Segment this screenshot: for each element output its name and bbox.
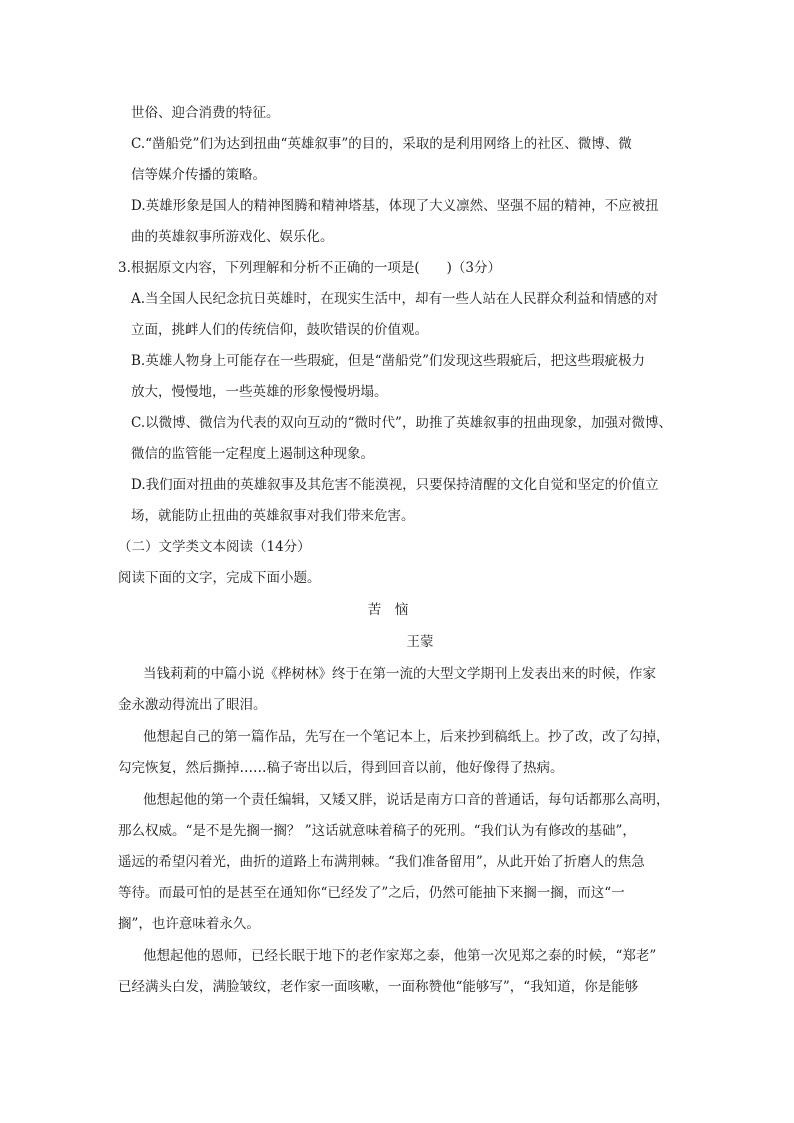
story-paragraph-line: 已经满头白发，满脸皱纹，老作家一面咳嗽，一面称赞他“能够写”，“我知道，你是能够	[118, 979, 639, 995]
q3-question-stem: 3.根据原文内容，下列理解和分析不正确的一项是( )（3分）	[118, 260, 502, 276]
q2-text-line: 世俗、迎合消费的特征。	[131, 105, 280, 121]
q3-option-b-line1: B.英雄人物身上可能存在一些瑕疵，但是“凿船党”们发现这些瑕疵后，把这些瑕疵极力	[131, 353, 646, 369]
story-paragraph-line: 他想起自己的第一篇作品，先写在一个笔记本上，后来抄到稿纸上。抄了改，改了勾掉，	[143, 729, 670, 745]
section-heading: （二）文学类文本阅读（14分）	[118, 539, 311, 555]
q3-option-a-line1: A.当全国人民纪念抗日英雄时，在现实生活中，却有一些人站在人民群众利益和情感的对	[131, 291, 659, 307]
story-paragraph-line: 金永激动得流出了眼泪。	[118, 697, 267, 713]
q2-option-c-line1: C.“凿船党”们为达到扭曲“英雄叙事”的目的，采取的是利用网络上的社区、微博、微	[131, 136, 632, 152]
q3-option-c-line2: 微信的监管能一定程度上遏制这种现象。	[131, 446, 374, 462]
story-paragraph-line: 遥远的希望闪着光，曲折的道路上布满荆棘。“我们准备留用”，从此开始了折磨人的焦急	[118, 854, 645, 870]
reading-instruction: 阅读下面的文字，完成下面小题。	[118, 570, 321, 586]
story-paragraph-line: 当钱莉莉的中篇小说《桦树林》终于在第一流的大型文学期刊上发表出来的时候，作家	[143, 666, 656, 682]
story-paragraph-line: 那么权威。“是不是先搁一搁？ ”这话就意味着稿子的死刑。“我们认为有修改的基础”，	[118, 823, 636, 839]
q2-option-d-line2: 曲的英雄叙事所游戏化、娱乐化。	[131, 229, 334, 245]
story-paragraph-line: 他想起他的恩师，已经长眠于地下的老作家郑之泰，他第一次见郑之泰的时候，“郑老”	[143, 948, 657, 964]
q3-option-d-line1: D.我们面对扭曲的英雄叙事及其危害不能漠视，只要保持清醒的文化自觉和坚定的价值立	[131, 477, 659, 493]
story-paragraph-line: 他想起他的第一个责任编辑，又矮又胖，说话是南方口音的普通话，每句话都那么高明，	[143, 792, 670, 808]
q2-option-c-line2: 信等媒介传播的策略。	[131, 167, 266, 183]
q2-option-d-line1: D.英雄形象是国人的精神图腾和精神塔基，体现了大义凛然、坚强不屈的精神，不应被扭	[131, 198, 659, 214]
q3-option-d-line2: 场，就能防止扭曲的英雄叙事对我们带来危害。	[131, 508, 415, 524]
story-paragraph-line: 等待。而最可怕的是甚至在通知你“已经发了”之后，仍然可能抽下来搁一搁，而这“一	[118, 885, 625, 901]
q3-option-b-line2: 放大，慢慢地，一些英雄的形象慢慢坍塌。	[131, 384, 388, 400]
story-paragraph-line: 搁”，也许意味着永久。	[118, 916, 260, 932]
story-paragraph-line: 勾完恢复，然后撕掉……稿子寄出以后，得到回音以前，他好像得了热病。	[118, 760, 564, 776]
story-author: 王蒙	[406, 634, 434, 650]
q3-option-c-line1: C.以微博、微信为代表的双向互动的“微时代”，助推了英雄叙事的扭曲现象，加强对微博、	[131, 415, 672, 431]
q3-option-a-line2: 立面，挑衅人们的传统信仰，鼓吹错误的价值观。	[131, 322, 428, 338]
story-title: 苦 恼	[367, 602, 409, 618]
